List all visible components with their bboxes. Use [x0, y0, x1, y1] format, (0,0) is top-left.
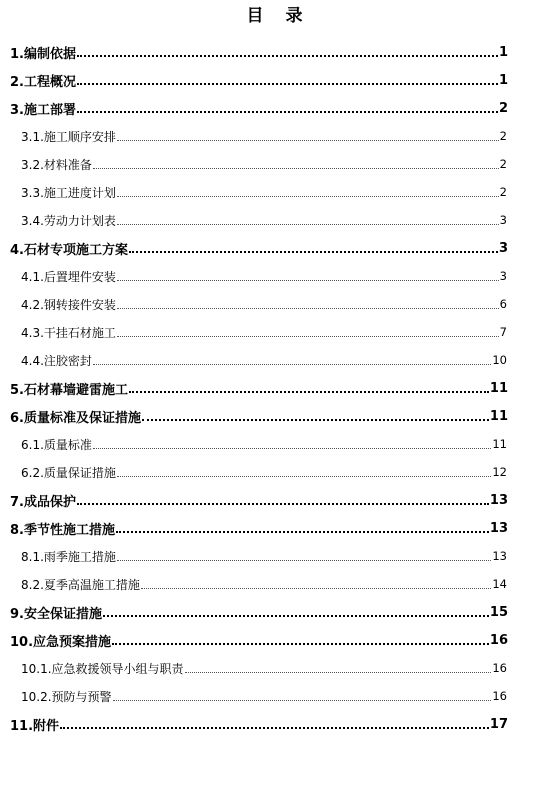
dot-leader [117, 307, 499, 309]
toc-entry-section[interactable] [21, 346, 507, 374]
toc-entry-label: 6.质量标准及保证措施 [10, 410, 141, 426]
toc-entry-label: 4.3.干挂石材施工 [21, 325, 116, 340]
dot-leader [113, 699, 492, 701]
dot-leader [129, 390, 489, 393]
toc-entry-section[interactable] [21, 122, 507, 150]
toc-entry-section[interactable] [21, 206, 507, 234]
toc-entry-page-number: 7 [499, 325, 507, 339]
toc-entry-page-number: 3 [499, 213, 507, 227]
toc-entry-page-number: 11 [489, 380, 508, 396]
toc-entry-page-number: 11 [489, 408, 508, 424]
dot-leader [117, 223, 499, 225]
toc-entry-label: 6.2.质量保证措施 [21, 465, 116, 480]
toc-entry-page-number: 11 [492, 437, 507, 451]
toc-entry-page-number: 3 [498, 240, 508, 256]
toc-entry-page-number: 2 [499, 129, 507, 143]
table-of-contents [0, 38, 557, 738]
toc-entry-chapter[interactable] [10, 374, 508, 402]
dot-leader [93, 447, 491, 449]
dot-leader [117, 279, 499, 281]
toc-entry-chapter[interactable] [10, 234, 508, 262]
toc-entry-page-number: 17 [489, 716, 508, 732]
toc-entry-label: 4.4.注胶密封 [21, 353, 92, 368]
toc-entry-label: 6.1.质量标准 [21, 437, 92, 452]
toc-entry-page-number: 12 [492, 465, 507, 479]
toc-entry-page-number: 13 [489, 492, 508, 508]
dot-leader [141, 587, 491, 589]
toc-entry-label: 8.1.雨季施工措施 [21, 549, 116, 564]
toc-entry-section[interactable] [21, 318, 507, 346]
toc-entry-section[interactable] [21, 430, 507, 458]
toc-entry-label: 10.2.预防与预警 [21, 689, 112, 704]
toc-entry-label: 3.4.劳动力计划表 [21, 213, 116, 228]
dot-leader [117, 195, 499, 197]
toc-entry-chapter[interactable] [10, 710, 508, 738]
toc-entry-section[interactable] [21, 654, 507, 682]
toc-entry-page-number: 16 [492, 689, 507, 703]
toc-entry-section[interactable] [21, 262, 507, 290]
toc-entry-label: 3.2.材料准备 [21, 157, 92, 172]
toc-entry-section[interactable] [21, 570, 507, 598]
toc-entry-chapter[interactable] [10, 94, 508, 122]
toc-entry-page-number: 3 [499, 269, 507, 283]
dot-leader [117, 559, 491, 561]
toc-entry-page-number: 1 [498, 44, 508, 60]
toc-entry-label: 8.季节性施工措施 [10, 522, 115, 538]
toc-entry-label: 10.1.应急救援领导小组与职责 [21, 661, 184, 676]
toc-entry-section[interactable] [21, 290, 507, 318]
toc-entry-page-number: 14 [492, 577, 507, 591]
toc-entry-label: 3.3.施工进度计划 [21, 185, 116, 200]
dot-leader [77, 82, 498, 85]
toc-entry-chapter[interactable] [10, 38, 508, 66]
toc-entry-page-number: 2 [498, 100, 508, 116]
dot-leader [117, 335, 499, 337]
toc-entry-section[interactable] [21, 150, 507, 178]
dot-leader [77, 54, 498, 57]
toc-entry-label: 4.1.后置埋件安装 [21, 269, 116, 284]
toc-entry-section[interactable] [21, 458, 507, 486]
toc-entry-label: 4.2.钢转接件安装 [21, 297, 116, 312]
dot-leader [93, 363, 491, 365]
toc-entry-page-number: 16 [489, 632, 508, 648]
toc-entry-chapter[interactable] [10, 514, 508, 542]
toc-entry-section[interactable] [21, 178, 507, 206]
dot-leader [103, 614, 489, 617]
toc-entry-section[interactable] [21, 682, 507, 710]
toc-entry-page-number: 10 [492, 353, 507, 367]
dot-leader [60, 726, 489, 729]
toc-entry-page-number: 1 [498, 72, 508, 88]
toc-entry-label: 9.安全保证措施 [10, 606, 102, 622]
toc-entry-page-number: 6 [499, 297, 507, 311]
toc-entry-page-number: 16 [492, 661, 507, 675]
toc-entry-label: 10.应急预案措施 [10, 634, 112, 650]
dot-leader [77, 110, 498, 113]
dot-leader [116, 530, 489, 533]
dot-leader [117, 139, 499, 141]
toc-entry-chapter[interactable] [10, 66, 508, 94]
dot-leader [185, 671, 492, 673]
dot-leader [112, 642, 489, 645]
dot-leader [117, 475, 491, 477]
toc-entry-label: 3.施工部署 [10, 102, 76, 118]
toc-entry-page-number: 13 [489, 520, 508, 536]
toc-entry-chapter[interactable] [10, 598, 508, 626]
toc-title: 目 录 [246, 6, 311, 26]
toc-entry-label: 3.1.施工顺序安排 [21, 129, 116, 144]
toc-entry-page-number: 2 [499, 157, 507, 171]
toc-entry-label: 4.石材专项施工方案 [10, 242, 128, 258]
toc-entry-page-number: 13 [492, 549, 507, 563]
toc-entry-chapter[interactable] [10, 626, 508, 654]
toc-entry-chapter[interactable] [10, 402, 508, 430]
toc-entry-label: 2.工程概况 [10, 74, 76, 90]
toc-entry-chapter[interactable] [10, 486, 508, 514]
dot-leader [77, 502, 489, 505]
dot-leader [142, 418, 489, 421]
toc-entry-label: 11.附件 [10, 718, 60, 734]
toc-entry-page-number: 2 [499, 185, 507, 199]
toc-entry-label: 7.成品保护 [10, 494, 76, 510]
toc-entry-page-number: 15 [489, 604, 508, 620]
dot-leader [93, 167, 499, 169]
toc-entry-section[interactable] [21, 542, 507, 570]
toc-entry-label: 1.编制依据 [10, 46, 76, 62]
toc-entry-label: 8.2.夏季高温施工措施 [21, 577, 140, 592]
toc-entry-label: 5.石材幕墙避雷施工 [10, 382, 128, 398]
dot-leader [129, 250, 498, 253]
